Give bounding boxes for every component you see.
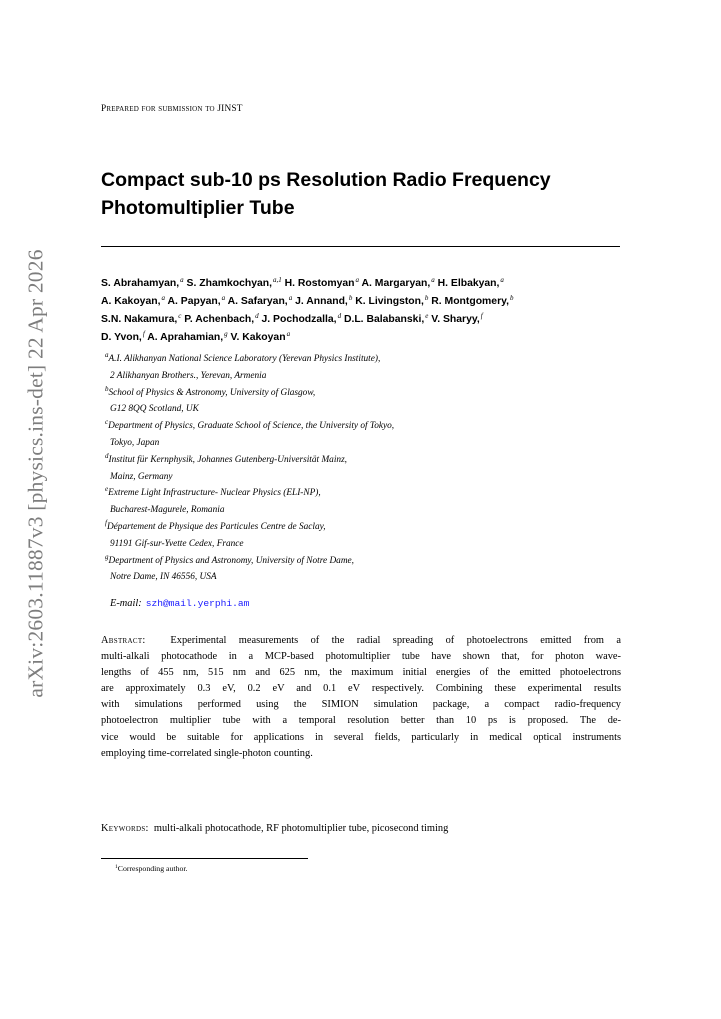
- footnote-rule: [101, 858, 308, 859]
- author-name: J. Annand,: [292, 296, 348, 307]
- author-line: [101, 275, 626, 293]
- title-line-2: Photomultiplier Tube: [101, 197, 295, 219]
- affiliation-line: Tokyo, Japan: [110, 437, 160, 448]
- email-link[interactable]: szh@mail.yerphi.am: [145, 598, 250, 609]
- author-name: S. Zhamkochyan,: [183, 278, 273, 289]
- author-list: [101, 275, 626, 347]
- author-line: [101, 329, 626, 347]
- abstract-line: employing time-correlated single-photon counting.: [101, 747, 313, 759]
- affiliation: [104, 553, 624, 587]
- keywords: [101, 823, 448, 834]
- author-affil-mark: a: [431, 276, 435, 284]
- author-affil-mark: b: [348, 294, 353, 302]
- author-line: [101, 293, 626, 311]
- paper-title: [101, 166, 621, 222]
- author-name: P. Achenbach,: [181, 314, 255, 325]
- author-name: D.L. Balabanski,: [341, 314, 425, 325]
- affiliation: [104, 418, 624, 452]
- abstract-line: vice would be suitable for applications in several fields, particularly in medical optical instruments: [101, 731, 621, 743]
- affiliation-line: Institut für Kernphysik, Johannes Gutenberg-Universität Mainz,: [108, 454, 348, 465]
- keywords-text: multi-alkali photocathode, RF photomultiplier tube, picosecond timing: [153, 823, 449, 834]
- author-name: A. Kakoyan,: [101, 296, 161, 307]
- author-affil-mark: b: [424, 294, 429, 302]
- author-name: V. Kakoyan: [227, 332, 286, 343]
- contact-email: [110, 598, 249, 609]
- email-label: E-mail:: [110, 598, 142, 609]
- author-affil-mark: a: [288, 294, 293, 302]
- author-affil-mark: a: [500, 276, 504, 284]
- affiliation-line: Department of Physics, Graduate School of Science, the University of Tokyo,: [108, 421, 395, 432]
- affiliation-line: Mainz, Germany: [110, 471, 173, 482]
- title-line-1: Compact sub-10 ps Resolution Radio Frequency: [101, 169, 551, 191]
- affiliation-mark: e: [105, 485, 109, 494]
- abstract-label: Abstract:: [101, 635, 146, 646]
- arxiv-identifier: arXiv:2603.11887v3 [physics.ins-det] 22 Apr 2026: [23, 248, 48, 698]
- affiliation-mark: a: [105, 351, 109, 359]
- affiliation-line: School of Physics & Astronomy, University of Glasgow,: [108, 387, 316, 398]
- affiliation: [104, 385, 624, 419]
- author-affil-mark: a: [161, 294, 165, 302]
- affiliation-mark: g: [105, 552, 109, 561]
- author-name: S.N. Nakamura,: [101, 314, 178, 325]
- affiliation-mark: c: [105, 418, 109, 427]
- footnote-mark: 1: [115, 864, 118, 870]
- author-line: [101, 311, 626, 329]
- abstract-line: with simulations performed using the SIMION simulation package, a compact radio-frequency: [101, 699, 621, 711]
- footnote: [115, 864, 187, 873]
- author-affil-mark: b: [510, 294, 514, 302]
- author-affil-mark: a: [355, 276, 360, 284]
- abstract-line: multi-alkali photocathode in a MCP-based photomultiplier tube have shown that, for photon wave-: [101, 651, 621, 663]
- affiliation: [104, 485, 624, 519]
- author-name: A. Safaryan,: [225, 296, 288, 307]
- author-affil-mark: a: [286, 330, 291, 338]
- author-name: S. Abrahamyan,: [101, 278, 180, 289]
- keywords-label: Keywords:: [101, 823, 149, 834]
- author-name: A. Aprahamian,: [144, 332, 224, 343]
- author-affil-mark: a: [180, 276, 184, 284]
- affiliation-list: [104, 351, 624, 586]
- abstract-line: are approximately 0.3 eV, 0.2 eV and 0.1 eV respectively. Combining these experimental results: [101, 683, 621, 695]
- submission-note: Prepared for submission to JINST: [101, 104, 243, 114]
- author-name: K. Livingston,: [352, 296, 424, 307]
- footnote-text: Corresponding author.: [117, 864, 188, 873]
- author-name: A. Papyan,: [164, 296, 221, 307]
- affiliation-line: Bucharest-Magurele, Romania: [110, 505, 225, 516]
- affiliation-line: 2 Alikhanyan Brothers., Yerevan, Armenia: [110, 370, 267, 381]
- abstract: [101, 633, 621, 762]
- author-name: A. Margaryan,: [359, 278, 431, 289]
- title-rule: [101, 246, 620, 247]
- abstract-line: photoelectron multiplier tube with a temporal resolution better than 10 ps is proposed. The de-: [101, 715, 621, 727]
- author-name: R. Montgomery,: [428, 296, 510, 307]
- author-affil-mark: g: [224, 330, 228, 338]
- affiliation-line: Département de Physique des Particules Centre de Saclay,: [106, 521, 326, 532]
- author-affil-mark: a: [221, 294, 226, 302]
- affiliation-line: G12 8QQ Scotland, UK: [110, 404, 199, 415]
- author-name: H. Elbakyan,: [434, 278, 500, 289]
- author-affil-mark: e: [425, 312, 429, 320]
- author-affil-mark: f: [480, 312, 483, 320]
- affiliation-mark: f: [105, 518, 107, 527]
- affiliation: [104, 351, 624, 385]
- affiliation: [104, 452, 624, 486]
- author-affil-mark: a,1: [273, 276, 282, 284]
- affiliation-mark: d: [105, 451, 109, 460]
- author-name: J. Pochodzalla,: [258, 314, 337, 325]
- author-name: V. Sharyy,: [428, 314, 480, 325]
- affiliation-line: Department of Physics and Astronomy, University of Notre Dame,: [108, 555, 354, 566]
- author-name: D. Yvon,: [101, 332, 142, 343]
- author-name: H. Rostomyan: [281, 278, 355, 289]
- affiliation-mark: b: [105, 384, 109, 393]
- arxiv-sidebar: [18, 248, 54, 698]
- author-affil-mark: d: [337, 312, 342, 320]
- affiliation-line: Notre Dame, IN 46556, USA: [110, 572, 217, 583]
- affiliation-line: 91191 Gif-sur-Yvette Cedex, France: [110, 538, 244, 549]
- abstract-line: Experimental measurements of the radial spreading of photoelectrons emitted from a: [170, 635, 621, 646]
- author-affil-mark: f: [142, 330, 145, 338]
- author-affil-mark: d: [255, 312, 259, 320]
- abstract-line: lengths of 455 nm, 515 nm and 625 nm, the maximum initial energies of the emitted photoelectrons: [101, 667, 621, 679]
- affiliation: [104, 519, 624, 553]
- affiliation-line: Extreme Light Infrastructure- Nuclear Physics (ELI-NP),: [108, 488, 321, 499]
- affiliation-line: A.I. Alikhanyan National Science Laboratory (Yerevan Physics Institute),: [108, 354, 381, 364]
- author-affil-mark: c: [178, 312, 182, 320]
